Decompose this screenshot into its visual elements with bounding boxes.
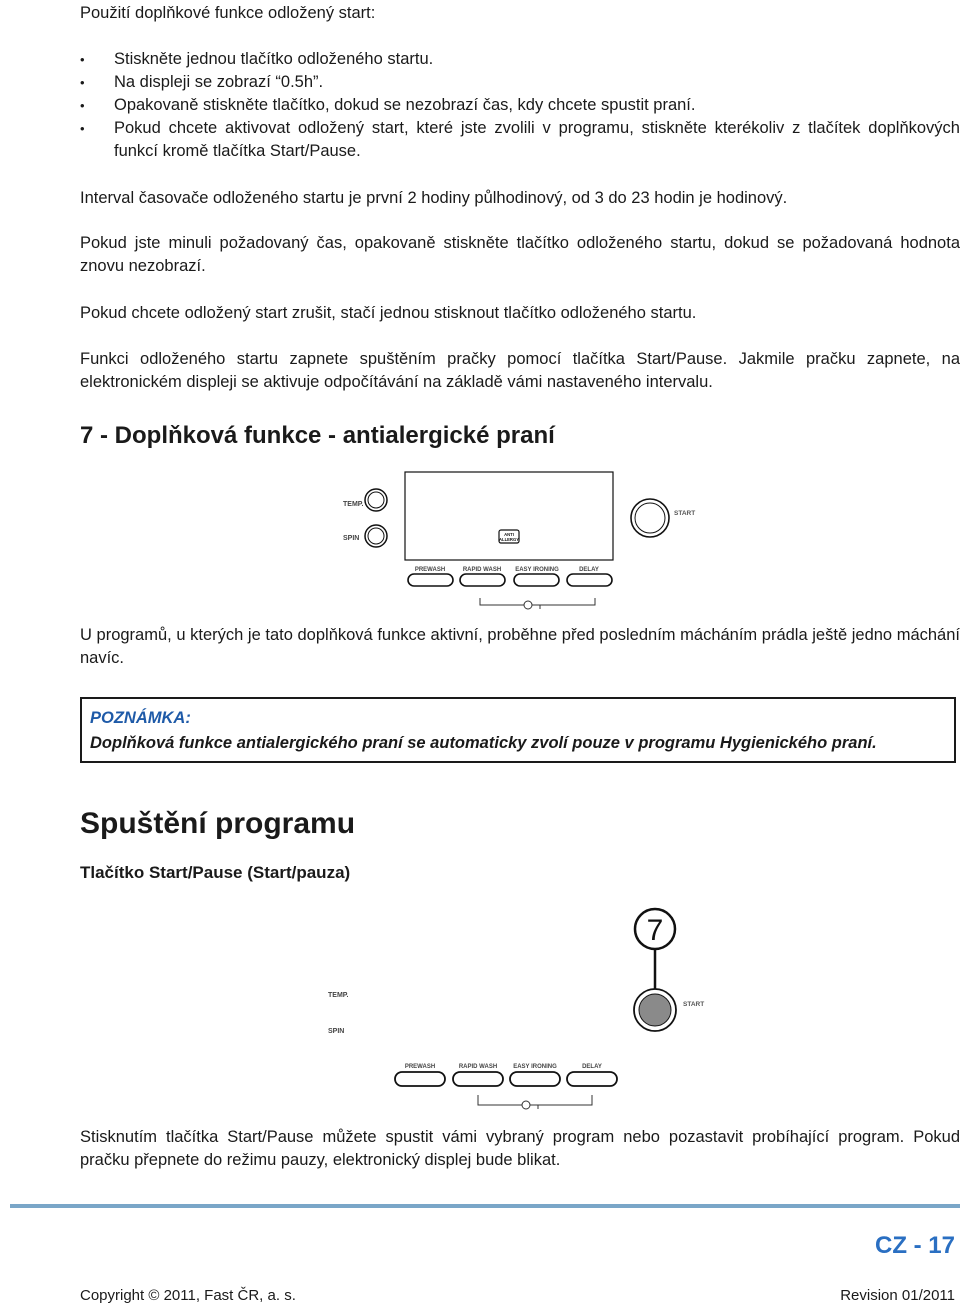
control-panel-illustration: [320, 905, 720, 1120]
easy-ironing-button: [510, 1072, 560, 1086]
note-box: [80, 697, 956, 763]
temp-label: TEMP.: [328, 992, 349, 999]
paragraph: Pokud jste minuli požadovaný čas, opakovaně stiskněte tlačítko odloženého startu, dokud se požadovaná hodnota znovu nezobrazí.: [80, 234, 960, 275]
child-lock-bracket: [480, 598, 595, 605]
callout-number-badge: [635, 909, 675, 989]
child-lock-bracket: [478, 1095, 592, 1105]
delay-button: [567, 1072, 617, 1086]
svg-text:ANTI: ANTI: [504, 532, 514, 537]
list-item: • Pokud chcete aktivovat odložený start, které jste zvolili v programu, stiskněte kterékoliv z tlačítek doplňkových funkcí kromě tlačítka Start/Pause.: [80, 117, 960, 163]
svg-text:ALLERGY: ALLERGY: [498, 537, 520, 542]
delay-label: DELAY: [579, 567, 599, 573]
start-pause-button: [634, 989, 676, 1031]
copyright-text: Copyright © 2011, Fast ČR, a. s.: [80, 1287, 296, 1304]
prewash-button: [408, 574, 453, 586]
easy-ironing-button: [514, 574, 559, 586]
paragraph: Stisknutím tlačítka Start/Pause můžete spustit vámi vybraný program nebo pozastavit probíhající program. Pokud pračku přepnete do režimu pauzy, elektronický displej bude blikat.: [80, 1128, 960, 1169]
section-title: Použití doplňkové funkce odložený start:: [80, 4, 376, 22]
revision-value: 01/2011: [901, 1287, 955, 1304]
spin-label: SPIN: [343, 535, 360, 542]
paragraph: Pokud chcete odložený start zrušit, stačí jednou stisknout tlačítko odloženého startu.: [80, 304, 697, 322]
rapid-wash-button: [460, 574, 505, 586]
rapid-wash-button: [453, 1072, 503, 1086]
easy-ironing-label: EASY IRONING: [513, 1064, 557, 1070]
start-label: START: [674, 510, 696, 517]
paragraph: U programů, u kterých je tato doplňková funkce aktivní, proběhne před posledním mácháním prádla ještě jedno máchání navíc.: [80, 626, 960, 667]
note-text: Doplňková funkce antialergického praní se automaticky zvolí pouze v programu Hygienického praní.: [90, 734, 877, 752]
list-item: • Na displeji se zobrazí “0.5h”.: [80, 71, 960, 94]
prewash-button: [395, 1072, 445, 1086]
control-panel-illustration: [330, 470, 710, 615]
spin-knob: [365, 525, 387, 547]
display-screen: [405, 472, 613, 560]
rapid-wash-label: RAPID WASH: [458, 1064, 498, 1070]
easy-ironing-label: EASY IRONING: [515, 567, 559, 573]
prewash-label: PREWASH: [414, 567, 446, 573]
list-item: • Opakovaně stiskněte tlačítko, dokud se nezobrazí čas, kdy chcete spustit praní.: [80, 94, 960, 117]
svg-text:7: 7: [646, 914, 664, 947]
revision-info: [840, 1287, 955, 1304]
temp-knob: [365, 489, 387, 511]
subheading: Tlačítko Start/Pause (Start/pauza): [80, 863, 351, 882]
start-label: START: [683, 1001, 705, 1008]
footer-divider: [10, 1204, 960, 1208]
section-heading: 7 - Doplňková funkce - antialergické praní: [80, 422, 555, 449]
spin-label: SPIN: [328, 1028, 345, 1035]
revision-label: Revision: [840, 1287, 898, 1304]
start-pause-button: [631, 499, 669, 537]
delay-button: [567, 574, 612, 586]
page-number: CZ - 17: [874, 1232, 955, 1259]
section-heading: Spuštění programu: [80, 807, 356, 840]
note-label: POZNÁMKA:: [90, 709, 191, 727]
key-icon: [522, 1101, 542, 1109]
prewash-label: PREWASH: [404, 1064, 436, 1070]
temp-label: TEMP.: [343, 501, 364, 508]
rapid-wash-label: RAPID WASH: [462, 567, 502, 573]
anti-allergy-icon: [499, 530, 519, 543]
bullet-list: [80, 48, 960, 163]
list-item: • Stiskněte jednou tlačítko odloženého startu.: [80, 48, 960, 71]
paragraph: Interval časovače odloženého startu je první 2 hodiny půlhodinový, od 3 do 23 hodin je hodinový.: [80, 189, 788, 207]
paragraph: Funkci odloženého startu zapnete spuštěním pračky pomocí tlačítka Start/Pause. Jakmile pračku zapnete, na elektronickém displeji se aktivuje odpočítávání na základě vámi nastaveného intervalu.: [80, 350, 960, 391]
delay-label: DELAY: [582, 1064, 602, 1070]
key-icon: [524, 601, 544, 609]
